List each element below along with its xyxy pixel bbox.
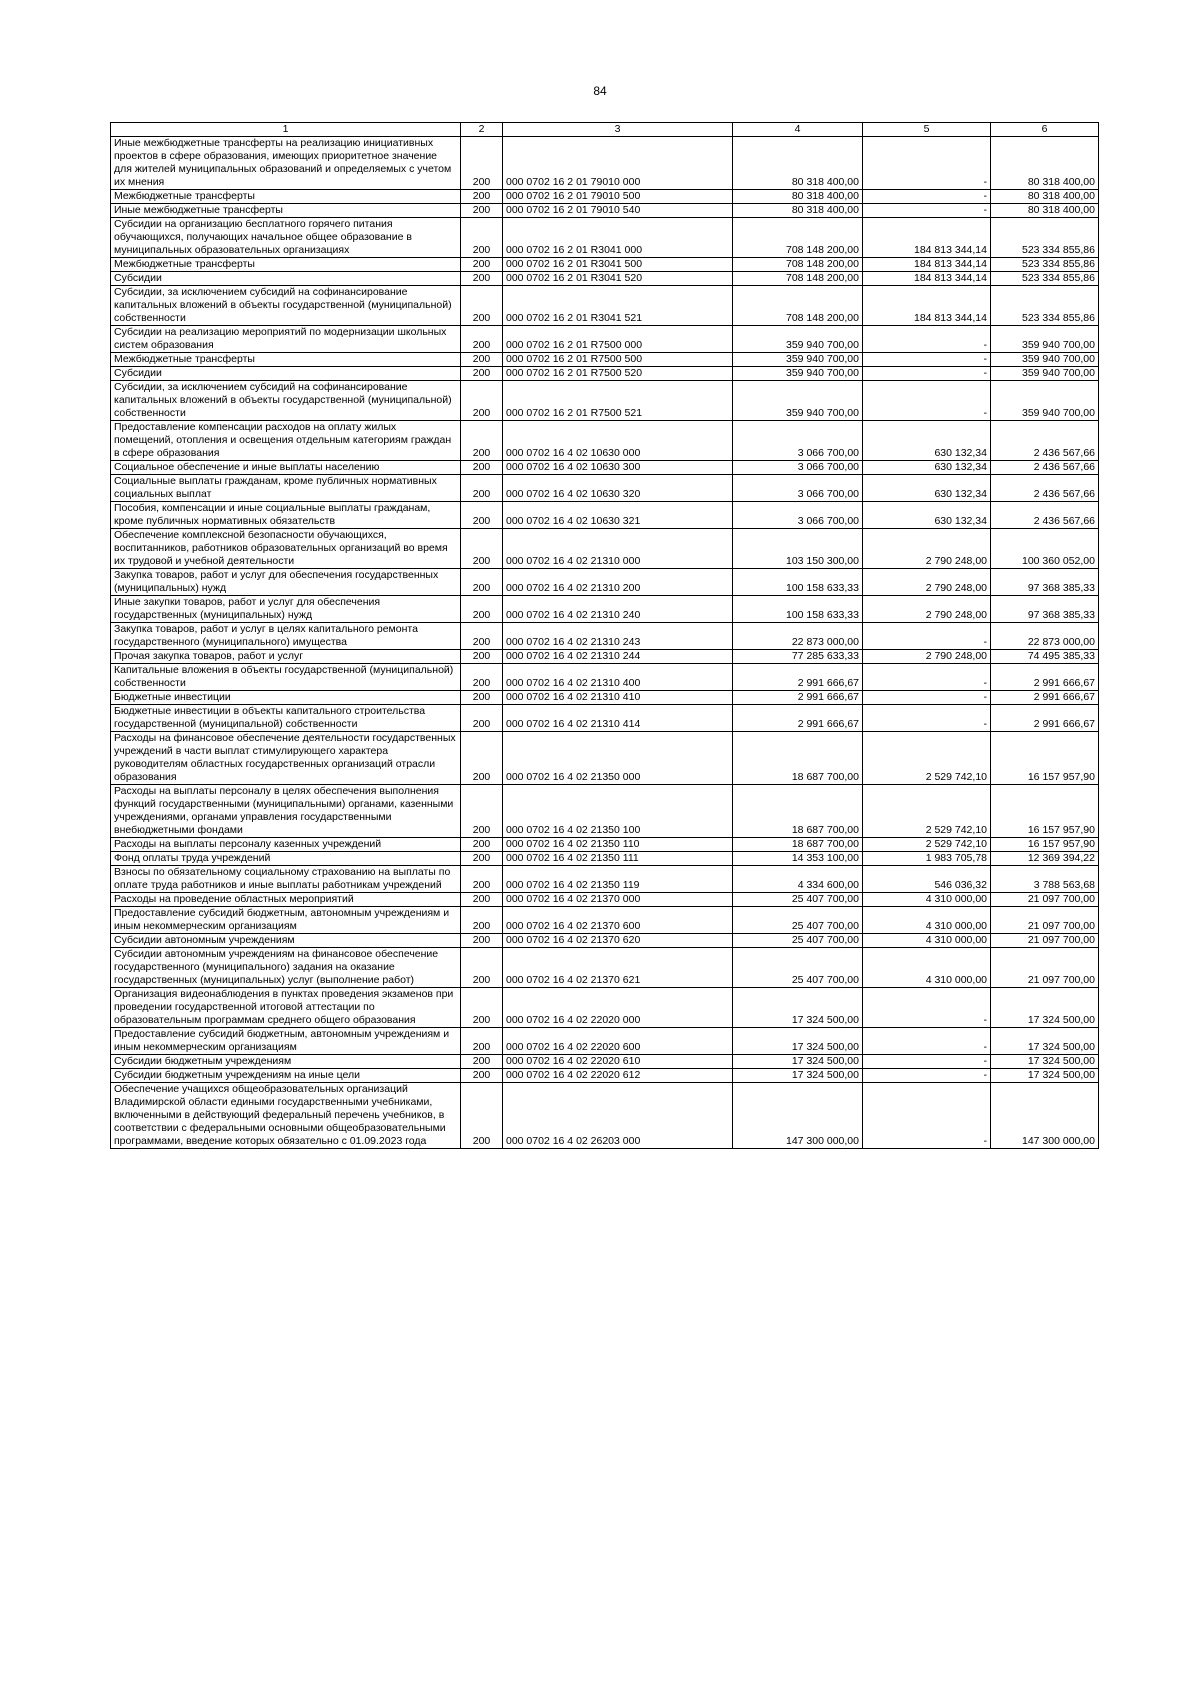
approved-amount-cell: 14 353 100,00 bbox=[733, 852, 863, 866]
approved-amount-cell: 80 318 400,00 bbox=[733, 204, 863, 218]
expense-name-cell: Субсидии, за исключением субсидий на софинансирование капитальных вложений в объекты государственной (муниципальной) собственности bbox=[111, 381, 461, 421]
approved-amount-cell: 147 300 000,00 bbox=[733, 1083, 863, 1149]
approved-amount-cell: 77 285 633,33 bbox=[733, 650, 863, 664]
classification-code-cell: 000 0702 16 2 01 79010 000 bbox=[503, 137, 733, 190]
table-row bbox=[111, 461, 1099, 475]
classification-code-cell: 000 0702 16 4 02 21350 100 bbox=[503, 785, 733, 838]
remaining-amount-cell: 80 318 400,00 bbox=[991, 190, 1099, 204]
executed-amount-cell: - bbox=[863, 664, 991, 691]
executed-amount-cell: 4 310 000,00 bbox=[863, 948, 991, 988]
classification-code-cell: 000 0702 16 4 02 21350 000 bbox=[503, 732, 733, 785]
admin-code-cell: 200 bbox=[461, 1028, 503, 1055]
remaining-amount-cell: 22 873 000,00 bbox=[991, 623, 1099, 650]
admin-code-cell: 200 bbox=[461, 190, 503, 204]
executed-amount-cell: 2 790 248,00 bbox=[863, 529, 991, 569]
approved-amount-cell: 2 991 666,67 bbox=[733, 664, 863, 691]
classification-code-cell: 000 0702 16 4 02 21310 400 bbox=[503, 664, 733, 691]
approved-amount-cell: 17 324 500,00 bbox=[733, 1028, 863, 1055]
expense-name-cell: Закупка товаров, работ и услуг в целях капитального ремонта государственного (муниципального) имущества bbox=[111, 623, 461, 650]
remaining-amount-cell: 2 991 666,67 bbox=[991, 664, 1099, 691]
column-header: 6 bbox=[991, 123, 1099, 137]
approved-amount-cell: 22 873 000,00 bbox=[733, 623, 863, 650]
expense-name-cell: Субсидии бюджетным учреждениям bbox=[111, 1055, 461, 1069]
expense-name-cell: Пособия, компенсации и иные социальные выплаты гражданам, кроме публичных нормативных обязательств bbox=[111, 502, 461, 529]
column-header: 3 bbox=[503, 123, 733, 137]
table-row bbox=[111, 353, 1099, 367]
admin-code-cell: 200 bbox=[461, 137, 503, 190]
remaining-amount-cell: 21 097 700,00 bbox=[991, 948, 1099, 988]
expense-name-cell: Субсидии автономным учреждениям bbox=[111, 934, 461, 948]
table-row bbox=[111, 866, 1099, 893]
classification-code-cell: 000 0702 16 4 02 21370 000 bbox=[503, 893, 733, 907]
admin-code-cell: 200 bbox=[461, 367, 503, 381]
approved-amount-cell: 2 991 666,67 bbox=[733, 691, 863, 705]
admin-code-cell: 200 bbox=[461, 204, 503, 218]
table-row bbox=[111, 705, 1099, 732]
table-row bbox=[111, 596, 1099, 623]
executed-amount-cell: - bbox=[863, 137, 991, 190]
remaining-amount-cell: 359 940 700,00 bbox=[991, 367, 1099, 381]
expense-name-cell: Расходы на выплаты персоналу в целях обеспечения выполнения функций государственными (муниципальными) органами, казенными учреждениями, органами управления государственными внебюджетными фондами bbox=[111, 785, 461, 838]
admin-code-cell: 200 bbox=[461, 353, 503, 367]
expense-name-cell: Расходы на финансовое обеспечение деятельности государственных учреждений в части выплат стимулирующего характера руководителям областных государственных организаций отрасли образования bbox=[111, 732, 461, 785]
executed-amount-cell: 184 813 344,14 bbox=[863, 258, 991, 272]
expense-name-cell: Субсидии bbox=[111, 272, 461, 286]
admin-code-cell: 200 bbox=[461, 785, 503, 838]
page-number: 84 bbox=[593, 84, 607, 98]
remaining-amount-cell: 523 334 855,86 bbox=[991, 218, 1099, 258]
admin-code-cell: 200 bbox=[461, 1069, 503, 1083]
remaining-amount-cell: 2 436 567,66 bbox=[991, 502, 1099, 529]
approved-amount-cell: 3 066 700,00 bbox=[733, 475, 863, 502]
table-row bbox=[111, 664, 1099, 691]
remaining-amount-cell: 359 940 700,00 bbox=[991, 381, 1099, 421]
remaining-amount-cell: 2 436 567,66 bbox=[991, 421, 1099, 461]
executed-amount-cell: - bbox=[863, 381, 991, 421]
admin-code-cell: 200 bbox=[461, 286, 503, 326]
classification-code-cell: 000 0702 16 4 02 21310 200 bbox=[503, 569, 733, 596]
table-row bbox=[111, 367, 1099, 381]
approved-amount-cell: 3 066 700,00 bbox=[733, 502, 863, 529]
approved-amount-cell: 17 324 500,00 bbox=[733, 1069, 863, 1083]
executed-amount-cell: - bbox=[863, 367, 991, 381]
approved-amount-cell: 359 940 700,00 bbox=[733, 326, 863, 353]
expense-name-cell: Иные межбюджетные трансферты на реализацию инициативных проектов в сфере образования, имеющих приоритетное значение для жителей муниципальных образований и определяемых с учетом их мнения bbox=[111, 137, 461, 190]
admin-code-cell: 200 bbox=[461, 502, 503, 529]
approved-amount-cell: 359 940 700,00 bbox=[733, 381, 863, 421]
classification-code-cell: 000 0702 16 4 02 10630 321 bbox=[503, 502, 733, 529]
classification-code-cell: 000 0702 16 2 01 R3041 500 bbox=[503, 258, 733, 272]
expense-name-cell: Социальное обеспечение и иные выплаты населению bbox=[111, 461, 461, 475]
expense-name-cell: Иные межбюджетные трансферты bbox=[111, 204, 461, 218]
table-row bbox=[111, 137, 1099, 190]
table-row bbox=[111, 988, 1099, 1028]
approved-amount-cell: 359 940 700,00 bbox=[733, 367, 863, 381]
executed-amount-cell: - bbox=[863, 326, 991, 353]
executed-amount-cell: 2 790 248,00 bbox=[863, 650, 991, 664]
remaining-amount-cell: 523 334 855,86 bbox=[991, 258, 1099, 272]
approved-amount-cell: 18 687 700,00 bbox=[733, 838, 863, 852]
table-row bbox=[111, 569, 1099, 596]
approved-amount-cell: 3 066 700,00 bbox=[733, 421, 863, 461]
remaining-amount-cell: 147 300 000,00 bbox=[991, 1083, 1099, 1149]
table-row bbox=[111, 1069, 1099, 1083]
admin-code-cell: 200 bbox=[461, 934, 503, 948]
table-header-row bbox=[111, 123, 1099, 137]
remaining-amount-cell: 80 318 400,00 bbox=[991, 137, 1099, 190]
classification-code-cell: 000 0702 16 4 02 21310 244 bbox=[503, 650, 733, 664]
classification-code-cell: 000 0702 16 4 02 22020 610 bbox=[503, 1055, 733, 1069]
approved-amount-cell: 17 324 500,00 bbox=[733, 1055, 863, 1069]
expense-name-cell: Предоставление компенсации расходов на оплату жилых помещений, отопления и освещения отдельным категориям граждан в сфере образования bbox=[111, 421, 461, 461]
executed-amount-cell: - bbox=[863, 190, 991, 204]
column-header: 5 bbox=[863, 123, 991, 137]
remaining-amount-cell: 16 157 957,90 bbox=[991, 732, 1099, 785]
approved-amount-cell: 25 407 700,00 bbox=[733, 907, 863, 934]
executed-amount-cell: - bbox=[863, 623, 991, 650]
table-row bbox=[111, 691, 1099, 705]
classification-code-cell: 000 0702 16 4 02 21350 119 bbox=[503, 866, 733, 893]
executed-amount-cell: 1 983 705,78 bbox=[863, 852, 991, 866]
classification-code-cell: 000 0702 16 4 02 10630 000 bbox=[503, 421, 733, 461]
classification-code-cell: 000 0702 16 2 01 R3041 000 bbox=[503, 218, 733, 258]
executed-amount-cell: 2 529 742,10 bbox=[863, 838, 991, 852]
expense-name-cell: Социальные выплаты гражданам, кроме публичных нормативных социальных выплат bbox=[111, 475, 461, 502]
approved-amount-cell: 80 318 400,00 bbox=[733, 137, 863, 190]
budget-table bbox=[110, 122, 1099, 1149]
expense-name-cell: Обеспечение учащихся общеобразовательных организаций Владимирской области едиными государственными учебниками, включенными в действующий федеральный перечень учебников, в соответствии с федеральными основными общеобразовательными программами, введение которых обязательно с 01.09.2023 года bbox=[111, 1083, 461, 1149]
classification-code-cell: 000 0702 16 2 01 R7500 521 bbox=[503, 381, 733, 421]
approved-amount-cell: 708 148 200,00 bbox=[733, 272, 863, 286]
executed-amount-cell: - bbox=[863, 204, 991, 218]
approved-amount-cell: 17 324 500,00 bbox=[733, 988, 863, 1028]
expense-name-cell: Закупка товаров, работ и услуг для обеспечения государственных (муниципальных) нужд bbox=[111, 569, 461, 596]
approved-amount-cell: 18 687 700,00 bbox=[733, 732, 863, 785]
classification-code-cell: 000 0702 16 4 02 21310 000 bbox=[503, 529, 733, 569]
admin-code-cell: 200 bbox=[461, 893, 503, 907]
admin-code-cell: 200 bbox=[461, 988, 503, 1028]
admin-code-cell: 200 bbox=[461, 529, 503, 569]
classification-code-cell: 000 0702 16 4 02 21350 110 bbox=[503, 838, 733, 852]
remaining-amount-cell: 2 436 567,66 bbox=[991, 461, 1099, 475]
expense-name-cell: Субсидии бюджетным учреждениям на иные цели bbox=[111, 1069, 461, 1083]
executed-amount-cell: 2 529 742,10 bbox=[863, 785, 991, 838]
approved-amount-cell: 103 150 300,00 bbox=[733, 529, 863, 569]
approved-amount-cell: 100 158 633,33 bbox=[733, 569, 863, 596]
executed-amount-cell: 184 813 344,14 bbox=[863, 286, 991, 326]
classification-code-cell: 000 0702 16 2 01 R7500 000 bbox=[503, 326, 733, 353]
remaining-amount-cell: 2 991 666,67 bbox=[991, 705, 1099, 732]
table-row bbox=[111, 623, 1099, 650]
admin-code-cell: 200 bbox=[461, 381, 503, 421]
remaining-amount-cell: 17 324 500,00 bbox=[991, 1055, 1099, 1069]
expense-name-cell: Межбюджетные трансферты bbox=[111, 258, 461, 272]
table-row bbox=[111, 650, 1099, 664]
table-row bbox=[111, 934, 1099, 948]
approved-amount-cell: 25 407 700,00 bbox=[733, 948, 863, 988]
executed-amount-cell: - bbox=[863, 1069, 991, 1083]
approved-amount-cell: 708 148 200,00 bbox=[733, 286, 863, 326]
classification-code-cell: 000 0702 16 4 02 26203 000 bbox=[503, 1083, 733, 1149]
remaining-amount-cell: 17 324 500,00 bbox=[991, 1069, 1099, 1083]
table-row bbox=[111, 948, 1099, 988]
admin-code-cell: 200 bbox=[461, 1083, 503, 1149]
table-row bbox=[111, 907, 1099, 934]
remaining-amount-cell: 12 369 394,22 bbox=[991, 852, 1099, 866]
approved-amount-cell: 2 991 666,67 bbox=[733, 705, 863, 732]
executed-amount-cell: 546 036,32 bbox=[863, 866, 991, 893]
admin-code-cell: 200 bbox=[461, 218, 503, 258]
admin-code-cell: 200 bbox=[461, 475, 503, 502]
executed-amount-cell: 630 132,34 bbox=[863, 461, 991, 475]
classification-code-cell: 000 0702 16 4 02 21310 414 bbox=[503, 705, 733, 732]
admin-code-cell: 200 bbox=[461, 948, 503, 988]
table-row bbox=[111, 852, 1099, 866]
admin-code-cell: 200 bbox=[461, 461, 503, 475]
remaining-amount-cell: 16 157 957,90 bbox=[991, 838, 1099, 852]
table-row bbox=[111, 258, 1099, 272]
remaining-amount-cell: 17 324 500,00 bbox=[991, 988, 1099, 1028]
expense-name-cell: Фонд оплаты труда учреждений bbox=[111, 852, 461, 866]
executed-amount-cell: - bbox=[863, 988, 991, 1028]
executed-amount-cell: - bbox=[863, 1028, 991, 1055]
expense-name-cell: Бюджетные инвестиции в объекты капитального строительства государственной (муниципальной) собственности bbox=[111, 705, 461, 732]
classification-code-cell: 000 0702 16 2 01 R3041 521 bbox=[503, 286, 733, 326]
admin-code-cell: 200 bbox=[461, 272, 503, 286]
admin-code-cell: 200 bbox=[461, 596, 503, 623]
table-row bbox=[111, 475, 1099, 502]
admin-code-cell: 200 bbox=[461, 664, 503, 691]
expense-name-cell: Прочая закупка товаров, работ и услуг bbox=[111, 650, 461, 664]
approved-amount-cell: 25 407 700,00 bbox=[733, 934, 863, 948]
remaining-amount-cell: 16 157 957,90 bbox=[991, 785, 1099, 838]
remaining-amount-cell: 523 334 855,86 bbox=[991, 272, 1099, 286]
executed-amount-cell: - bbox=[863, 691, 991, 705]
expense-name-cell: Обеспечение комплексной безопасности обучающихся, воспитанников, работников образовательных организаций во время их трудовой и учебной деятельности bbox=[111, 529, 461, 569]
approved-amount-cell: 3 066 700,00 bbox=[733, 461, 863, 475]
table-row bbox=[111, 421, 1099, 461]
table-row bbox=[111, 893, 1099, 907]
expense-name-cell: Межбюджетные трансферты bbox=[111, 190, 461, 204]
classification-code-cell: 000 0702 16 2 01 79010 540 bbox=[503, 204, 733, 218]
expense-name-cell: Расходы на проведение областных мероприятий bbox=[111, 893, 461, 907]
executed-amount-cell: - bbox=[863, 353, 991, 367]
admin-code-cell: 200 bbox=[461, 421, 503, 461]
approved-amount-cell: 25 407 700,00 bbox=[733, 893, 863, 907]
expense-name-cell: Капитальные вложения в объекты государственной (муниципальной) собственности bbox=[111, 664, 461, 691]
table-row bbox=[111, 204, 1099, 218]
admin-code-cell: 200 bbox=[461, 838, 503, 852]
table-row bbox=[111, 190, 1099, 204]
executed-amount-cell: 184 813 344,14 bbox=[863, 218, 991, 258]
remaining-amount-cell: 21 097 700,00 bbox=[991, 907, 1099, 934]
classification-code-cell: 000 0702 16 2 01 R7500 500 bbox=[503, 353, 733, 367]
executed-amount-cell: 630 132,34 bbox=[863, 475, 991, 502]
expense-name-cell: Взносы по обязательному социальному страхованию на выплаты по оплате труда работников и иные выплаты работникам учреждений bbox=[111, 866, 461, 893]
classification-code-cell: 000 0702 16 4 02 21370 620 bbox=[503, 934, 733, 948]
classification-code-cell: 000 0702 16 4 02 22020 000 bbox=[503, 988, 733, 1028]
remaining-amount-cell: 97 368 385,33 bbox=[991, 569, 1099, 596]
approved-amount-cell: 4 334 600,00 bbox=[733, 866, 863, 893]
table-row bbox=[111, 785, 1099, 838]
approved-amount-cell: 708 148 200,00 bbox=[733, 258, 863, 272]
executed-amount-cell: 4 310 000,00 bbox=[863, 934, 991, 948]
classification-code-cell: 000 0702 16 4 02 21370 600 bbox=[503, 907, 733, 934]
executed-amount-cell: 4 310 000,00 bbox=[863, 893, 991, 907]
expense-name-cell: Субсидии на организацию бесплатного горячего питания обучающихся, получающих начальное общее образование в муниципальных образовательных организациях bbox=[111, 218, 461, 258]
executed-amount-cell: 2 790 248,00 bbox=[863, 569, 991, 596]
remaining-amount-cell: 97 368 385,33 bbox=[991, 596, 1099, 623]
admin-code-cell: 200 bbox=[461, 569, 503, 596]
table-row bbox=[111, 286, 1099, 326]
table-row bbox=[111, 1083, 1099, 1149]
expense-name-cell: Субсидии автономным учреждениям на финансовое обеспечение государственного (муниципального) задания на оказание государственных (муниципальных) услуг (выполнение работ) bbox=[111, 948, 461, 988]
remaining-amount-cell: 100 360 052,00 bbox=[991, 529, 1099, 569]
expense-name-cell: Предоставление субсидий бюджетным, автономным учреждениям и иным некоммерческим организациям bbox=[111, 907, 461, 934]
remaining-amount-cell: 80 318 400,00 bbox=[991, 204, 1099, 218]
classification-code-cell: 000 0702 16 4 02 21350 111 bbox=[503, 852, 733, 866]
table-row bbox=[111, 218, 1099, 258]
expense-name-cell: Межбюджетные трансферты bbox=[111, 353, 461, 367]
classification-code-cell: 000 0702 16 4 02 21310 243 bbox=[503, 623, 733, 650]
table-row bbox=[111, 1055, 1099, 1069]
executed-amount-cell: - bbox=[863, 1083, 991, 1149]
table-row bbox=[111, 326, 1099, 353]
executed-amount-cell: - bbox=[863, 705, 991, 732]
admin-code-cell: 200 bbox=[461, 705, 503, 732]
classification-code-cell: 000 0702 16 4 02 22020 612 bbox=[503, 1069, 733, 1083]
column-header: 2 bbox=[461, 123, 503, 137]
executed-amount-cell: 2 529 742,10 bbox=[863, 732, 991, 785]
table-body bbox=[111, 137, 1099, 1149]
executed-amount-cell: 630 132,34 bbox=[863, 421, 991, 461]
remaining-amount-cell: 21 097 700,00 bbox=[991, 934, 1099, 948]
classification-code-cell: 000 0702 16 4 02 21310 240 bbox=[503, 596, 733, 623]
table-row bbox=[111, 502, 1099, 529]
expense-name-cell: Бюджетные инвестиции bbox=[111, 691, 461, 705]
remaining-amount-cell: 359 940 700,00 bbox=[991, 326, 1099, 353]
admin-code-cell: 200 bbox=[461, 1055, 503, 1069]
classification-code-cell: 000 0702 16 2 01 R3041 520 bbox=[503, 272, 733, 286]
remaining-amount-cell: 359 940 700,00 bbox=[991, 353, 1099, 367]
expense-name-cell: Предоставление субсидий бюджетным, автономным учреждениям и иным некоммерческим организациям bbox=[111, 1028, 461, 1055]
classification-code-cell: 000 0702 16 4 02 21370 621 bbox=[503, 948, 733, 988]
admin-code-cell: 200 bbox=[461, 623, 503, 650]
table-row bbox=[111, 272, 1099, 286]
expense-name-cell: Субсидии bbox=[111, 367, 461, 381]
executed-amount-cell: - bbox=[863, 1055, 991, 1069]
remaining-amount-cell: 17 324 500,00 bbox=[991, 1028, 1099, 1055]
column-header: 4 bbox=[733, 123, 863, 137]
executed-amount-cell: 4 310 000,00 bbox=[863, 907, 991, 934]
admin-code-cell: 200 bbox=[461, 258, 503, 272]
admin-code-cell: 200 bbox=[461, 326, 503, 353]
table-row bbox=[111, 838, 1099, 852]
remaining-amount-cell: 2 991 666,67 bbox=[991, 691, 1099, 705]
classification-code-cell: 000 0702 16 2 01 79010 500 bbox=[503, 190, 733, 204]
table-row bbox=[111, 381, 1099, 421]
expense-name-cell: Организация видеонаблюдения в пунктах проведения экзаменов при проведении государственной итоговой аттестации по образовательным программам среднего общего образования bbox=[111, 988, 461, 1028]
table-row bbox=[111, 1028, 1099, 1055]
classification-code-cell: 000 0702 16 2 01 R7500 520 bbox=[503, 367, 733, 381]
executed-amount-cell: 184 813 344,14 bbox=[863, 272, 991, 286]
approved-amount-cell: 80 318 400,00 bbox=[733, 190, 863, 204]
expense-name-cell: Иные закупки товаров, работ и услуг для обеспечения государственных (муниципальных) нужд bbox=[111, 596, 461, 623]
classification-code-cell: 000 0702 16 4 02 10630 320 bbox=[503, 475, 733, 502]
expense-name-cell: Расходы на выплаты персоналу казенных учреждений bbox=[111, 838, 461, 852]
admin-code-cell: 200 bbox=[461, 691, 503, 705]
classification-code-cell: 000 0702 16 4 02 21310 410 bbox=[503, 691, 733, 705]
column-header: 1 bbox=[111, 123, 461, 137]
remaining-amount-cell: 21 097 700,00 bbox=[991, 893, 1099, 907]
approved-amount-cell: 100 158 633,33 bbox=[733, 596, 863, 623]
table-row bbox=[111, 732, 1099, 785]
approved-amount-cell: 359 940 700,00 bbox=[733, 353, 863, 367]
admin-code-cell: 200 bbox=[461, 907, 503, 934]
table-row bbox=[111, 529, 1099, 569]
classification-code-cell: 000 0702 16 4 02 10630 300 bbox=[503, 461, 733, 475]
expense-name-cell: Субсидии на реализацию мероприятий по модернизации школьных систем образования bbox=[111, 326, 461, 353]
approved-amount-cell: 18 687 700,00 bbox=[733, 785, 863, 838]
admin-code-cell: 200 bbox=[461, 866, 503, 893]
expense-name-cell: Субсидии, за исключением субсидий на софинансирование капитальных вложений в объекты государственной (муниципальной) собственности bbox=[111, 286, 461, 326]
admin-code-cell: 200 bbox=[461, 852, 503, 866]
classification-code-cell: 000 0702 16 4 02 22020 600 bbox=[503, 1028, 733, 1055]
executed-amount-cell: 2 790 248,00 bbox=[863, 596, 991, 623]
executed-amount-cell: 630 132,34 bbox=[863, 502, 991, 529]
approved-amount-cell: 708 148 200,00 bbox=[733, 218, 863, 258]
admin-code-cell: 200 bbox=[461, 732, 503, 785]
remaining-amount-cell: 523 334 855,86 bbox=[991, 286, 1099, 326]
admin-code-cell: 200 bbox=[461, 650, 503, 664]
remaining-amount-cell: 74 495 385,33 bbox=[991, 650, 1099, 664]
remaining-amount-cell: 2 436 567,66 bbox=[991, 475, 1099, 502]
remaining-amount-cell: 3 788 563,68 bbox=[991, 866, 1099, 893]
